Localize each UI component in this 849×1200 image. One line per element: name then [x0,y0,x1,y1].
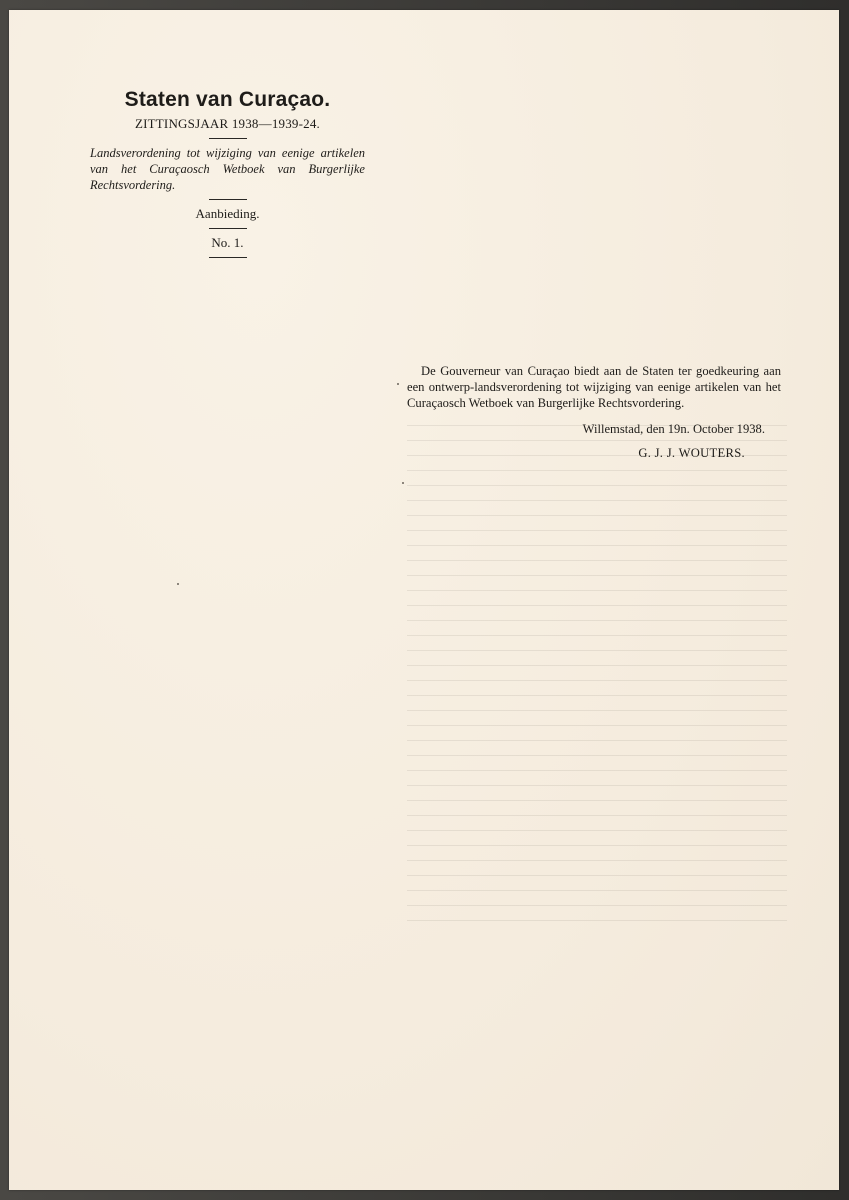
document-header [85,88,370,264]
divider [209,228,247,229]
divider [209,138,247,139]
document-body [407,363,781,461]
divider [209,199,247,200]
paper-speck [402,482,404,484]
divider [209,257,247,258]
place-date: Willemstad, den 19n. October 1938. [582,422,765,436]
document-number: No. 1. [211,235,244,250]
signature: G. J. J. WOUTERS. [638,446,745,460]
document-type: Aanbieding. [195,206,260,221]
paper-speck [397,383,399,385]
show-through-text [407,425,787,925]
paper-speck [177,583,179,585]
body-paragraph: De Gouverneur van Curaçao biedt aan de Staten ter goedkeuring aan een ontwerp-landsverordening tot wijziging van eenige artikelen van het Curaçaosch Wetboek van Burgerlijke Rechtsvordering. [407,364,781,410]
session-year: ZITTINGSJAAR 1938—1939-24. [134,116,321,131]
document-title: Staten van Curaçao. [124,88,331,111]
document-subject: Landsverordening tot wijziging van eenige artikelen van het Curaçaosch Wetboek van Burgerlijke Rechtsvordering. [90,146,365,192]
